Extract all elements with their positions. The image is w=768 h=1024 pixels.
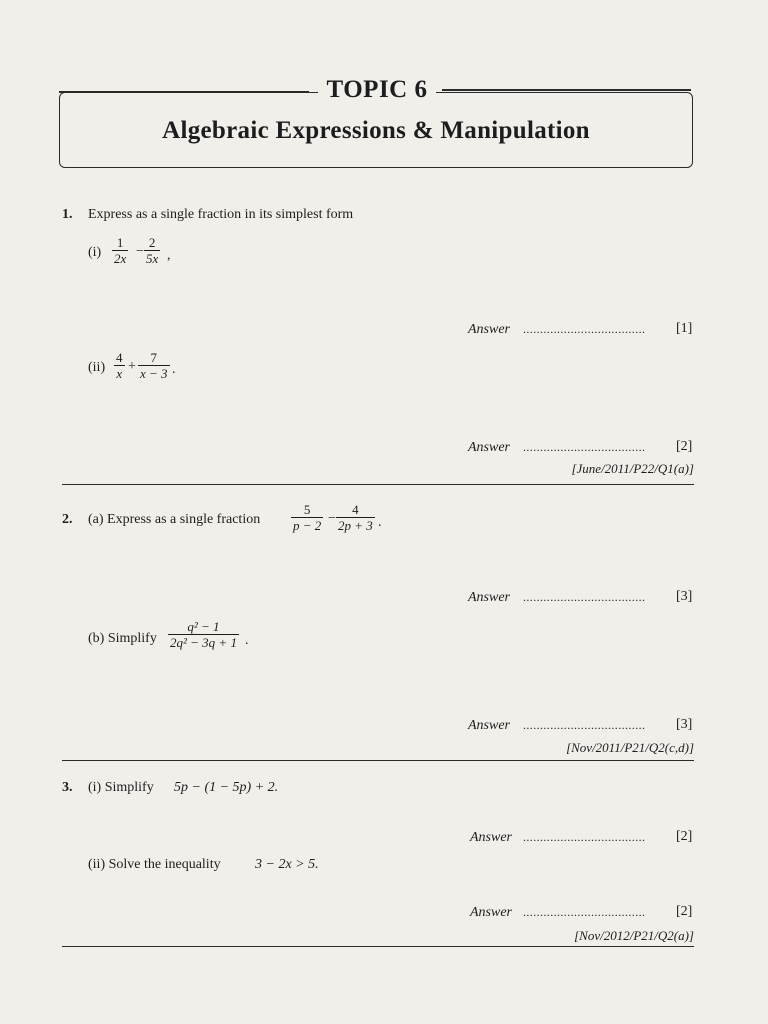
q1-i-f1-denominator: 2x bbox=[114, 251, 127, 266]
q1-i-trail: , bbox=[167, 248, 171, 263]
q2-b-numerator: q² − 1 bbox=[187, 619, 220, 634]
q2-answer-2-label: Answer bbox=[468, 718, 510, 733]
q1-ii-f1-denominator: x bbox=[114, 365, 125, 381]
q1-i-operator: − bbox=[136, 244, 144, 259]
q1-ii-fraction-2 bbox=[138, 351, 170, 381]
q3-i-expression: 5p − (1 − 5p) + 2. bbox=[174, 780, 279, 795]
q2-answer-2-line[interactable]: .................................... bbox=[523, 718, 646, 732]
q1-answer-1-line[interactable]: .................................... bbox=[523, 322, 646, 336]
q2-a-f1-denominator: p − 2 bbox=[293, 518, 322, 533]
q1-ii-operator: + bbox=[128, 359, 136, 374]
q1-text: Express as a single fraction in its simplest form bbox=[88, 207, 354, 222]
q1-i-fraction-1 bbox=[112, 236, 128, 266]
q2-answer-2-marks: [3] bbox=[676, 717, 693, 732]
q1-ii-f1-numerator: 4 bbox=[116, 350, 123, 365]
q2-source-reference: [Nov/2011/P21/Q2(c,d)] bbox=[566, 740, 694, 755]
q2-b-denominator: 2q² − 3q + 1 bbox=[170, 635, 237, 650]
q1-ii-label: (ii) bbox=[88, 360, 106, 375]
q2-b-trail: . bbox=[245, 633, 249, 648]
q1-i-label: (i) bbox=[88, 245, 102, 260]
q1-i-f2-denominator: 5x bbox=[146, 251, 159, 266]
q1-answer-1-label: Answer bbox=[468, 322, 510, 337]
q1-answer-1-marks: [1] bbox=[676, 321, 693, 336]
q2-a-fraction-2 bbox=[336, 503, 375, 533]
q1-answer-2-marks: [2] bbox=[676, 439, 693, 454]
q2-answer-1-marks: [3] bbox=[676, 589, 693, 604]
q2-a-trail: . bbox=[378, 515, 382, 530]
q3-answer-2-marks: [2] bbox=[676, 904, 693, 919]
q2-a-f1-numerator: 5 bbox=[303, 502, 311, 517]
q2-a-f2-denominator: 2p + 3 bbox=[338, 518, 373, 533]
q1-number: 1. bbox=[62, 207, 73, 222]
q2-b-fraction bbox=[168, 620, 239, 650]
q3-number: 3. bbox=[62, 780, 73, 795]
q3-answer-1-line[interactable]: .................................... bbox=[523, 830, 646, 844]
q1-answer-2-line[interactable]: .................................... bbox=[523, 440, 646, 454]
q1-ii-trail: . bbox=[172, 362, 176, 377]
topic-rule-right bbox=[442, 89, 691, 91]
q1-i-f2-numerator: 2 bbox=[148, 235, 156, 250]
q2-a-fraction-1 bbox=[291, 503, 323, 533]
q2-answer-1-line[interactable]: .................................... bbox=[523, 590, 646, 604]
q2-a-text: (a) Express as a single fraction bbox=[88, 512, 261, 527]
topic-label: TOPIC 6 bbox=[318, 76, 436, 104]
q3-answer-2-label: Answer bbox=[470, 905, 512, 920]
q3-answer-1-label: Answer bbox=[470, 830, 512, 845]
topic-rule-left bbox=[59, 91, 309, 93]
q1-ii-fraction-1 bbox=[114, 351, 125, 381]
question-divider bbox=[62, 760, 694, 761]
q2-b-text: (b) Simplify bbox=[88, 631, 157, 646]
q3-source-reference: [Nov/2012/P21/Q2(a)] bbox=[574, 928, 694, 943]
q1-answer-2-label: Answer bbox=[468, 440, 510, 455]
q2-answer-1-label: Answer bbox=[468, 590, 510, 605]
q3-answer-1-marks: [2] bbox=[676, 829, 693, 844]
q2-a-operator: − bbox=[328, 511, 336, 526]
q1-source-reference: [June/2011/P22/Q1(a)] bbox=[571, 461, 694, 476]
q2-number: 2. bbox=[62, 512, 73, 527]
question-divider bbox=[62, 484, 694, 485]
q3-ii-expression: 3 − 2x > 5. bbox=[255, 857, 319, 872]
q1-ii-f2-denominator: x − 3 bbox=[140, 366, 168, 381]
q3-i-text: (i) Simplify bbox=[88, 780, 154, 795]
q1-i-fraction-2 bbox=[144, 236, 160, 266]
q2-a-f2-numerator: 4 bbox=[352, 502, 359, 517]
q1-i-f1-numerator: 1 bbox=[116, 235, 124, 250]
page-title: Algebraic Expressions & Manipulation bbox=[162, 117, 590, 144]
q3-ii-text: (ii) Solve the inequality bbox=[88, 857, 221, 872]
q3-answer-2-line[interactable]: .................................... bbox=[523, 905, 646, 919]
q1-ii-f2-numerator: 7 bbox=[150, 350, 158, 365]
question-divider bbox=[62, 946, 694, 947]
